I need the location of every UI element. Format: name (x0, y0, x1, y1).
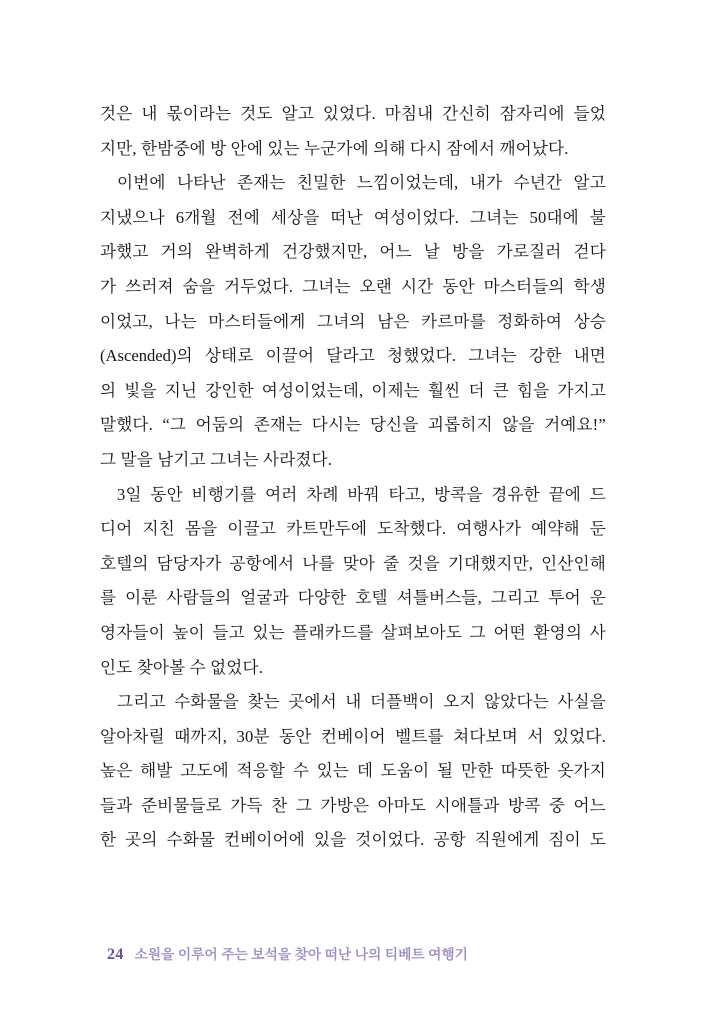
word: 몫이라는 (166, 104, 232, 123)
word: 있을 (313, 830, 347, 850)
paragraph (100, 166, 606, 477)
word: 이룬 (125, 588, 158, 608)
word: 동안 (150, 484, 183, 504)
word: 불 (589, 207, 606, 227)
text-line (100, 374, 606, 409)
word: 투어 (548, 588, 581, 608)
word: 비행기를 (191, 484, 257, 504)
word: 몸을 (184, 519, 218, 539)
word: 디어 (100, 519, 133, 539)
page-footer (107, 943, 468, 964)
word: 맞아 (342, 553, 376, 573)
word: 둔 (589, 519, 606, 539)
word: 고도에 (180, 761, 229, 781)
word: 학생 (573, 276, 606, 296)
word: 의 (100, 380, 117, 400)
word: 수 (292, 761, 310, 781)
word: 6개월 (175, 207, 217, 227)
word: 곳의 (125, 830, 158, 850)
word: 그녀의 (317, 311, 366, 331)
word: 지닌 (164, 380, 198, 400)
word: 인산인해 (541, 553, 606, 573)
word: “그 (162, 415, 187, 435)
text-line (100, 512, 606, 547)
word: 나타난 (176, 173, 226, 193)
text-line (100, 270, 606, 305)
word: 전에 (227, 207, 260, 227)
word: 컨베이어에 (224, 830, 305, 850)
word: 만한 (460, 761, 494, 781)
word: 그녀는 (302, 276, 351, 296)
word: 괴롭히지 (427, 415, 493, 435)
word: 다시는 (311, 415, 361, 435)
word: 내 (345, 692, 362, 712)
text-line (100, 720, 606, 755)
word: 동안 (442, 276, 475, 296)
text-line (100, 408, 606, 443)
word: 카르마를 (421, 311, 486, 331)
word: 있었다. (322, 104, 376, 123)
word: 수년간 (513, 173, 563, 193)
word: 거두었다. (224, 276, 294, 296)
word: 않을 (502, 415, 535, 435)
word: 사람들의 (166, 588, 232, 608)
text-line (100, 478, 606, 513)
word: 차례 (306, 484, 339, 504)
word: 내면 (573, 346, 606, 366)
word: 알고 (573, 173, 606, 193)
word: 잠자리에 (499, 104, 565, 123)
word: 있었다. (553, 726, 606, 746)
word: 이번에 (117, 173, 166, 193)
word: 타고, (388, 484, 426, 504)
text-line (100, 97, 606, 132)
word: 셔틀버스들, (396, 588, 482, 608)
word: 기대했지만, (447, 553, 534, 573)
word: 과했고 (100, 242, 149, 262)
word: 예약해 (531, 519, 580, 539)
word: 여성이었다. (373, 207, 460, 227)
word: 그리고 (490, 588, 540, 608)
word: 50대에 (529, 207, 579, 227)
text-line (100, 616, 606, 651)
text-line (100, 754, 606, 789)
word: 나를 (302, 553, 335, 573)
paragraph (100, 97, 606, 166)
word: 어느 (573, 795, 606, 815)
word: 것은 (100, 104, 133, 123)
word: 그녀는 (469, 207, 519, 227)
word: 드 (589, 484, 606, 504)
word: 그녀는 (468, 346, 517, 366)
word: 짐이 (548, 830, 581, 850)
word: 여행사가 (456, 519, 522, 539)
word: 카트만두에 (286, 519, 368, 539)
word: 3일 (117, 484, 142, 504)
word: 가로질러 (496, 242, 562, 262)
word: 벨트를 (395, 726, 444, 746)
text-line (100, 201, 606, 236)
word: 들고 (212, 622, 245, 642)
word: 수화물을 (174, 692, 239, 712)
word: 여성이었는데, (261, 380, 364, 400)
word: 당신을 (369, 415, 419, 435)
word: 내가 (469, 173, 503, 193)
word: 어둠의 (195, 415, 245, 435)
word: 경유한 (491, 484, 540, 504)
word: 날 (423, 242, 441, 262)
text-line (100, 685, 606, 720)
word: 쳐다보며 (453, 726, 518, 746)
word: 마침내 (384, 104, 434, 123)
word: 느낌이었는데, (356, 173, 459, 193)
word: 높이 (172, 622, 205, 642)
word: 바꿔 (347, 484, 380, 504)
word: 큰 (492, 380, 509, 400)
word: 공항 (433, 830, 466, 850)
word: 그리고 (117, 692, 166, 712)
word: 강한 (529, 346, 562, 366)
text-line (100, 339, 606, 374)
page-number: 24 (107, 946, 124, 963)
word: 걷다 (573, 242, 606, 262)
word: 시애틀과 (434, 795, 500, 815)
word: 거의 (160, 242, 194, 262)
word: 것을 (407, 553, 440, 573)
word: 어떤 (493, 622, 526, 642)
word: 방콕을 (433, 484, 483, 504)
word: 존재는 (253, 415, 303, 435)
word: 따뜻한 (501, 761, 550, 781)
text-line (100, 235, 606, 270)
word: 이었고, (100, 311, 153, 331)
word: 가 (100, 276, 117, 296)
word: 직원에게 (474, 830, 540, 850)
word: 이제는 (371, 380, 420, 400)
word: 남은 (377, 311, 410, 331)
word: 호텔의 (100, 553, 149, 573)
word: 가지고 (557, 380, 606, 400)
word: 환영의 (533, 622, 583, 642)
word: 나는 (164, 311, 197, 331)
word: 도착했다. (377, 519, 447, 539)
word: 살펴보아도 (381, 622, 463, 642)
word: 아마도 (377, 795, 427, 815)
word: 준비물들로 (140, 795, 222, 815)
word: 숨을 (182, 276, 216, 296)
word: 이끌어 (265, 346, 315, 366)
word: 있는 (252, 622, 285, 642)
word: 더플백이 (369, 692, 435, 712)
word: 호텔 (355, 588, 388, 608)
text-line (100, 305, 606, 340)
word: 오랜 (359, 276, 392, 296)
word: 때까지, (174, 726, 228, 746)
word: 않았다는 (484, 692, 549, 712)
text-line: 인도 찾아볼 수 없었다. (100, 657, 264, 677)
word: 강인한 (205, 380, 254, 400)
word: 옷가지 (557, 761, 606, 781)
word: 상태로 (204, 346, 254, 366)
word: 데 (356, 761, 374, 781)
word: 세상을 (270, 207, 320, 227)
word: 건강했지만, (282, 242, 368, 262)
word: 훨씬 (427, 380, 461, 400)
word: 도 (589, 830, 606, 850)
word: 들과 (100, 795, 133, 815)
word: 정화하여 (497, 311, 563, 331)
word: 담당자가 (156, 553, 222, 573)
word: 존재는 (236, 173, 286, 193)
word: 시간 (400, 276, 434, 296)
text-line (100, 581, 606, 616)
word: 알아차릴 (100, 726, 165, 746)
word: 30분 (236, 726, 270, 746)
word: 운 (589, 588, 606, 608)
word: 친밀한 (296, 173, 346, 193)
text-line: 지만, 한밤중에 방 안에 있는 누군가에 의해 다시 잠에서 깨어났다. (100, 138, 569, 158)
word: 찬 (271, 795, 288, 815)
word: 간신히 (442, 104, 491, 123)
word: 완벽하게 (205, 242, 270, 262)
word: 플래카드를 (292, 622, 374, 642)
word: 를 (100, 588, 117, 608)
word: 여러 (265, 484, 298, 504)
body-text-block (100, 97, 606, 858)
word: (Ascended)의 (100, 346, 193, 366)
word: 가방은 (320, 795, 370, 815)
paragraph (100, 685, 606, 858)
running-title: 소원을 이루어 주는 보석을 찾아 떠난 나의 티베트 여행기 (134, 947, 469, 962)
word: 달라고 (326, 346, 375, 366)
word: 얼굴과 (240, 588, 289, 608)
word: 들었 (573, 104, 606, 123)
word: 다양한 (297, 588, 347, 608)
word: 사 (589, 622, 606, 642)
word: 떠난 (330, 207, 363, 227)
word: 영자들이 (100, 622, 165, 642)
word: 적응할 (236, 761, 286, 781)
text-line (100, 166, 606, 201)
word: 말했다. (100, 415, 153, 435)
word: 도움이 (380, 761, 430, 781)
paragraph (100, 478, 606, 686)
word: 한 (100, 830, 117, 850)
word: 오지 (443, 692, 476, 712)
word: 동안 (279, 726, 312, 746)
word: 것도 (240, 104, 273, 123)
word: 방콕 (507, 795, 541, 815)
word: 힘을 (516, 380, 550, 400)
word: 그 (469, 622, 486, 642)
word: 중 (548, 795, 566, 815)
word: 컨베이어 (320, 726, 386, 746)
word: 곳에서 (288, 692, 337, 712)
word: 지친 (142, 519, 175, 539)
word: 지냈으나 (100, 207, 165, 227)
word: 공항에서 (229, 553, 295, 573)
word: 마스터들의 (483, 276, 565, 296)
word: 수화물 (166, 830, 216, 850)
latin-run: (Ascended) (100, 346, 177, 366)
word: 빛을 (124, 380, 157, 400)
word: 것이었다. (355, 830, 425, 850)
word: 높은 (100, 761, 133, 781)
word: 쓰러져 (125, 276, 174, 296)
word: 가득 (230, 795, 263, 815)
word: 더 (468, 380, 485, 400)
text-line (100, 547, 606, 582)
word: 끝에 (548, 484, 582, 504)
word: 있는 (316, 761, 350, 781)
word: 알고 (281, 104, 314, 123)
word: 서 (527, 726, 544, 746)
text-line (100, 789, 606, 824)
word: 그 (295, 795, 313, 815)
word: 해발 (140, 761, 173, 781)
word: 상승 (573, 311, 606, 331)
word: 사실을 (557, 692, 606, 712)
word: 줄 (383, 553, 400, 573)
text-line: 그 말을 남기고 그녀는 사라졌다. (100, 449, 333, 469)
text-line (100, 823, 606, 858)
word: 이끌고 (227, 519, 276, 539)
word: 어느 (379, 242, 412, 262)
word: 청했었다. (387, 346, 457, 366)
word: 될 (437, 761, 454, 781)
word: 내 (141, 104, 158, 123)
word: 찾는 (247, 692, 280, 712)
word: 마스터들에게 (208, 311, 306, 331)
word: 방을 (452, 242, 485, 262)
word: 거예요!” (544, 415, 606, 435)
